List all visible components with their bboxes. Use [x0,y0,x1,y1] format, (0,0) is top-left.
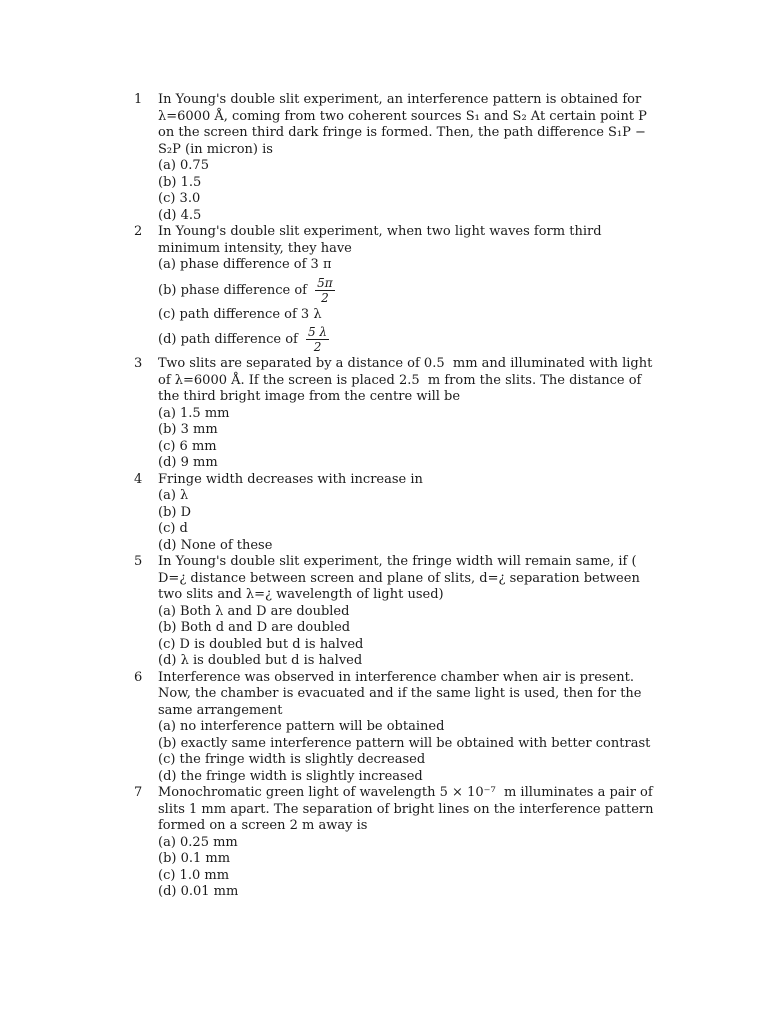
option-a: (a) phase difference of 3 π [158,257,332,272]
option-b: (b) Both d and D are doubled [158,620,351,635]
option-b: (b) D [158,504,192,520]
fraction-numerator: 5π [317,275,333,290]
option-c: (c) 3.0 [158,191,201,206]
fraction [306,326,329,353]
option-a: (a) 0.75 [158,158,209,173]
option-a: (a) no interference pattern will be obtained [158,719,445,734]
question-body [158,224,664,356]
fraction-numerator: 5 λ [307,325,328,339]
question-body [158,554,664,670]
option-b: (b) exactly same interference pattern will be obtained with better contrast [158,735,651,751]
option-d: (d) None of these [158,537,273,553]
question-number: 3 [134,356,143,371]
fraction-denominator: 2 [321,290,329,305]
question-number: 4 [134,471,143,487]
question-text: Two slits are separated by a distance of 0.5 mm and illuminated with light of λ=6000 Å. If the screen is placed 2.5 m from the slits. The distance of the third bright image from the centre will be [158,356,657,404]
question-text: In Young's double slit experiment, an interference pattern is obtained for λ=6000 Å, coming from two coherent sources S₁ and S₂ At certain point P on the screen third dark fringe is formed. Then, the path difference S₁P − S₂P (in micron) is [158,92,652,157]
option-a: (a) λ [158,488,189,503]
option-d: (d) the fringe width is slightly increased [158,768,423,784]
question-5 [134,554,664,670]
option-d: (d) λ is doubled but d is halved [158,653,363,668]
option-label: (d) path difference of [158,332,298,347]
question-6 [134,670,664,786]
question-list [134,92,664,901]
question-body [158,785,664,901]
question-2 [134,224,664,356]
option-b [158,274,664,307]
option-a: (a) 1.5 mm [158,405,230,421]
option-c: (c) 1.0 mm [158,867,230,883]
option-d: (d) 9 mm [158,455,218,470]
option-c: (c) path difference of 3 λ [158,306,322,322]
question-body [158,472,664,555]
question-text: Monochromatic green light of wavelength 5 × 10⁻⁷ m illuminates a pair of slits 1 mm apart. The separation of bright lines on the interference pattern formed on a screen 2 m away is [158,785,658,833]
option-d: (d) 0.01 mm [158,884,239,899]
option-c: (c) D is doubled but d is halved [158,636,364,652]
question-body [158,670,664,786]
question-number: 7 [134,785,143,800]
option-a: (a) Both λ and D are doubled [158,603,350,619]
question-number: 5 [134,554,143,569]
question-number: 6 [134,669,143,685]
fraction [315,277,335,304]
option-c: (c) the fringe width is slightly decreased [158,752,426,767]
fraction-denominator: 2 [313,340,322,354]
question-text: Fringe width decreases with increase in [158,471,423,487]
option-d [158,323,664,356]
question-3 [134,356,664,472]
question-text: Interference was observed in interference chamber when air is present. Now, the chamber is evacuated and if the same light is used, then for the same arrangement [158,669,646,718]
option-b: (b) 3 mm [158,422,218,437]
question-body [158,356,664,472]
question-number: 1 [134,92,143,107]
question-text: In Young's double slit experiment, the fringe width will remain same, if ( D=¿ distance between screen and plane of slits, d=¿ separation between two slits and λ=¿ wavelength of light used) [158,554,644,602]
option-a: (a) 0.25 mm [158,834,238,850]
question-number: 2 [134,224,143,239]
question-body [158,92,664,224]
question-1 [134,92,664,224]
option-d: (d) 4.5 [158,207,202,223]
question-text: In Young's double slit experiment, when two light waves form third minimum intensity, they have [158,224,606,256]
option-label: (b) phase difference of [158,282,307,298]
option-c: (c) 6 mm [158,438,217,454]
option-b: (b) 0.1 mm [158,851,231,866]
option-b: (b) 1.5 [158,174,202,190]
option-c: (c) d [158,521,188,536]
question-4 [134,472,664,555]
question-7 [134,785,664,901]
